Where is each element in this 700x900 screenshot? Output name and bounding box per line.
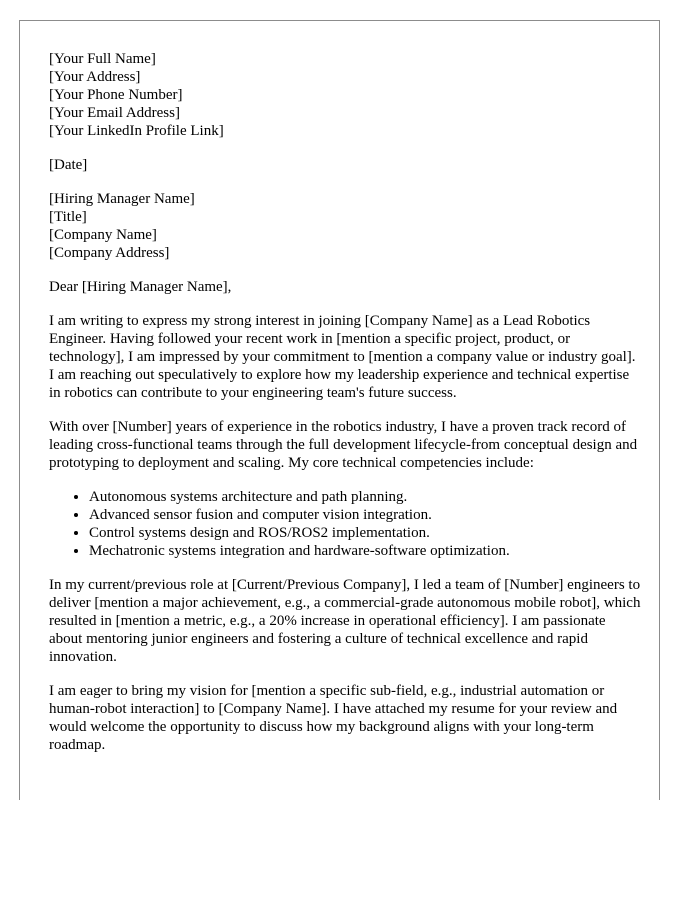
sender-name: [Your Full Name] xyxy=(49,51,156,67)
paragraph-achievement: In my current/previous role at [Current/Previous Company], I led a team of [Number] engineers to deliver [mention a major achievement, e.g., a commercial-grade autonomous mobile robot], which resulted in [mention a metric, e.g., a 20% increase in operational efficiency]. I am passionate about mentoring junior engineers and fostering a culture of technical excellence and rapid innovation. xyxy=(49,577,641,665)
letter-date: [Date] xyxy=(49,157,88,173)
sender-email: [Your Email Address] xyxy=(49,105,180,121)
recipient-name: [Hiring Manager Name] xyxy=(49,191,195,207)
sender-phone: [Your Phone Number] xyxy=(49,87,183,103)
paragraph-intro: I am writing to express my strong interest in joining [Company Name] as a Lead Robotics Engineer. Having followed your recent work in [mention a specific project, product, or technology], I am impressed by your commitment to [mention a company value or industry goal]. I am reaching out speculatively to explore how my leadership experience and technical expertise in robotics can contribute to your engineering team's future success. xyxy=(49,313,636,401)
sender-address: [Your Address] xyxy=(49,69,141,85)
sender-block xyxy=(49,50,641,140)
paragraph-experience: With over [Number] years of experience in the robotics industry, I have a proven track record of leading cross-functional teams through the full development lifecycle-from conceptual design and prototyping to deployment and scaling. My core technical competencies include: xyxy=(49,419,638,471)
paragraph-closing: I am eager to bring my vision for [mention a specific sub-field, e.g., industrial automation or human-robot interaction] to [Company Name]. I have attached my resume for your review and would welcome the opportunity to discuss how my background aligns with your long-term roadmap. xyxy=(49,683,618,753)
recipient-title: [Title] xyxy=(49,209,87,225)
competencies-list xyxy=(49,488,641,560)
recipient-address: [Company Address] xyxy=(49,245,170,261)
list-item: • Autonomous systems architecture and path planning. xyxy=(89,488,641,506)
letter-content xyxy=(49,50,641,770)
recipient-company: [Company Name] xyxy=(49,227,157,243)
sender-linkedin: [Your LinkedIn Profile Link] xyxy=(49,123,224,139)
recipient-block xyxy=(49,190,641,262)
list-item: • Advanced sensor fusion and computer vision integration. xyxy=(89,506,641,524)
salutation: Dear [Hiring Manager Name], xyxy=(49,279,232,295)
list-item: • Mechatronic systems integration and hardware-software optimization. xyxy=(89,542,641,560)
letter-page xyxy=(19,20,660,800)
date-block xyxy=(49,156,641,174)
list-item: • Control systems design and ROS/ROS2 implementation. xyxy=(89,524,641,542)
